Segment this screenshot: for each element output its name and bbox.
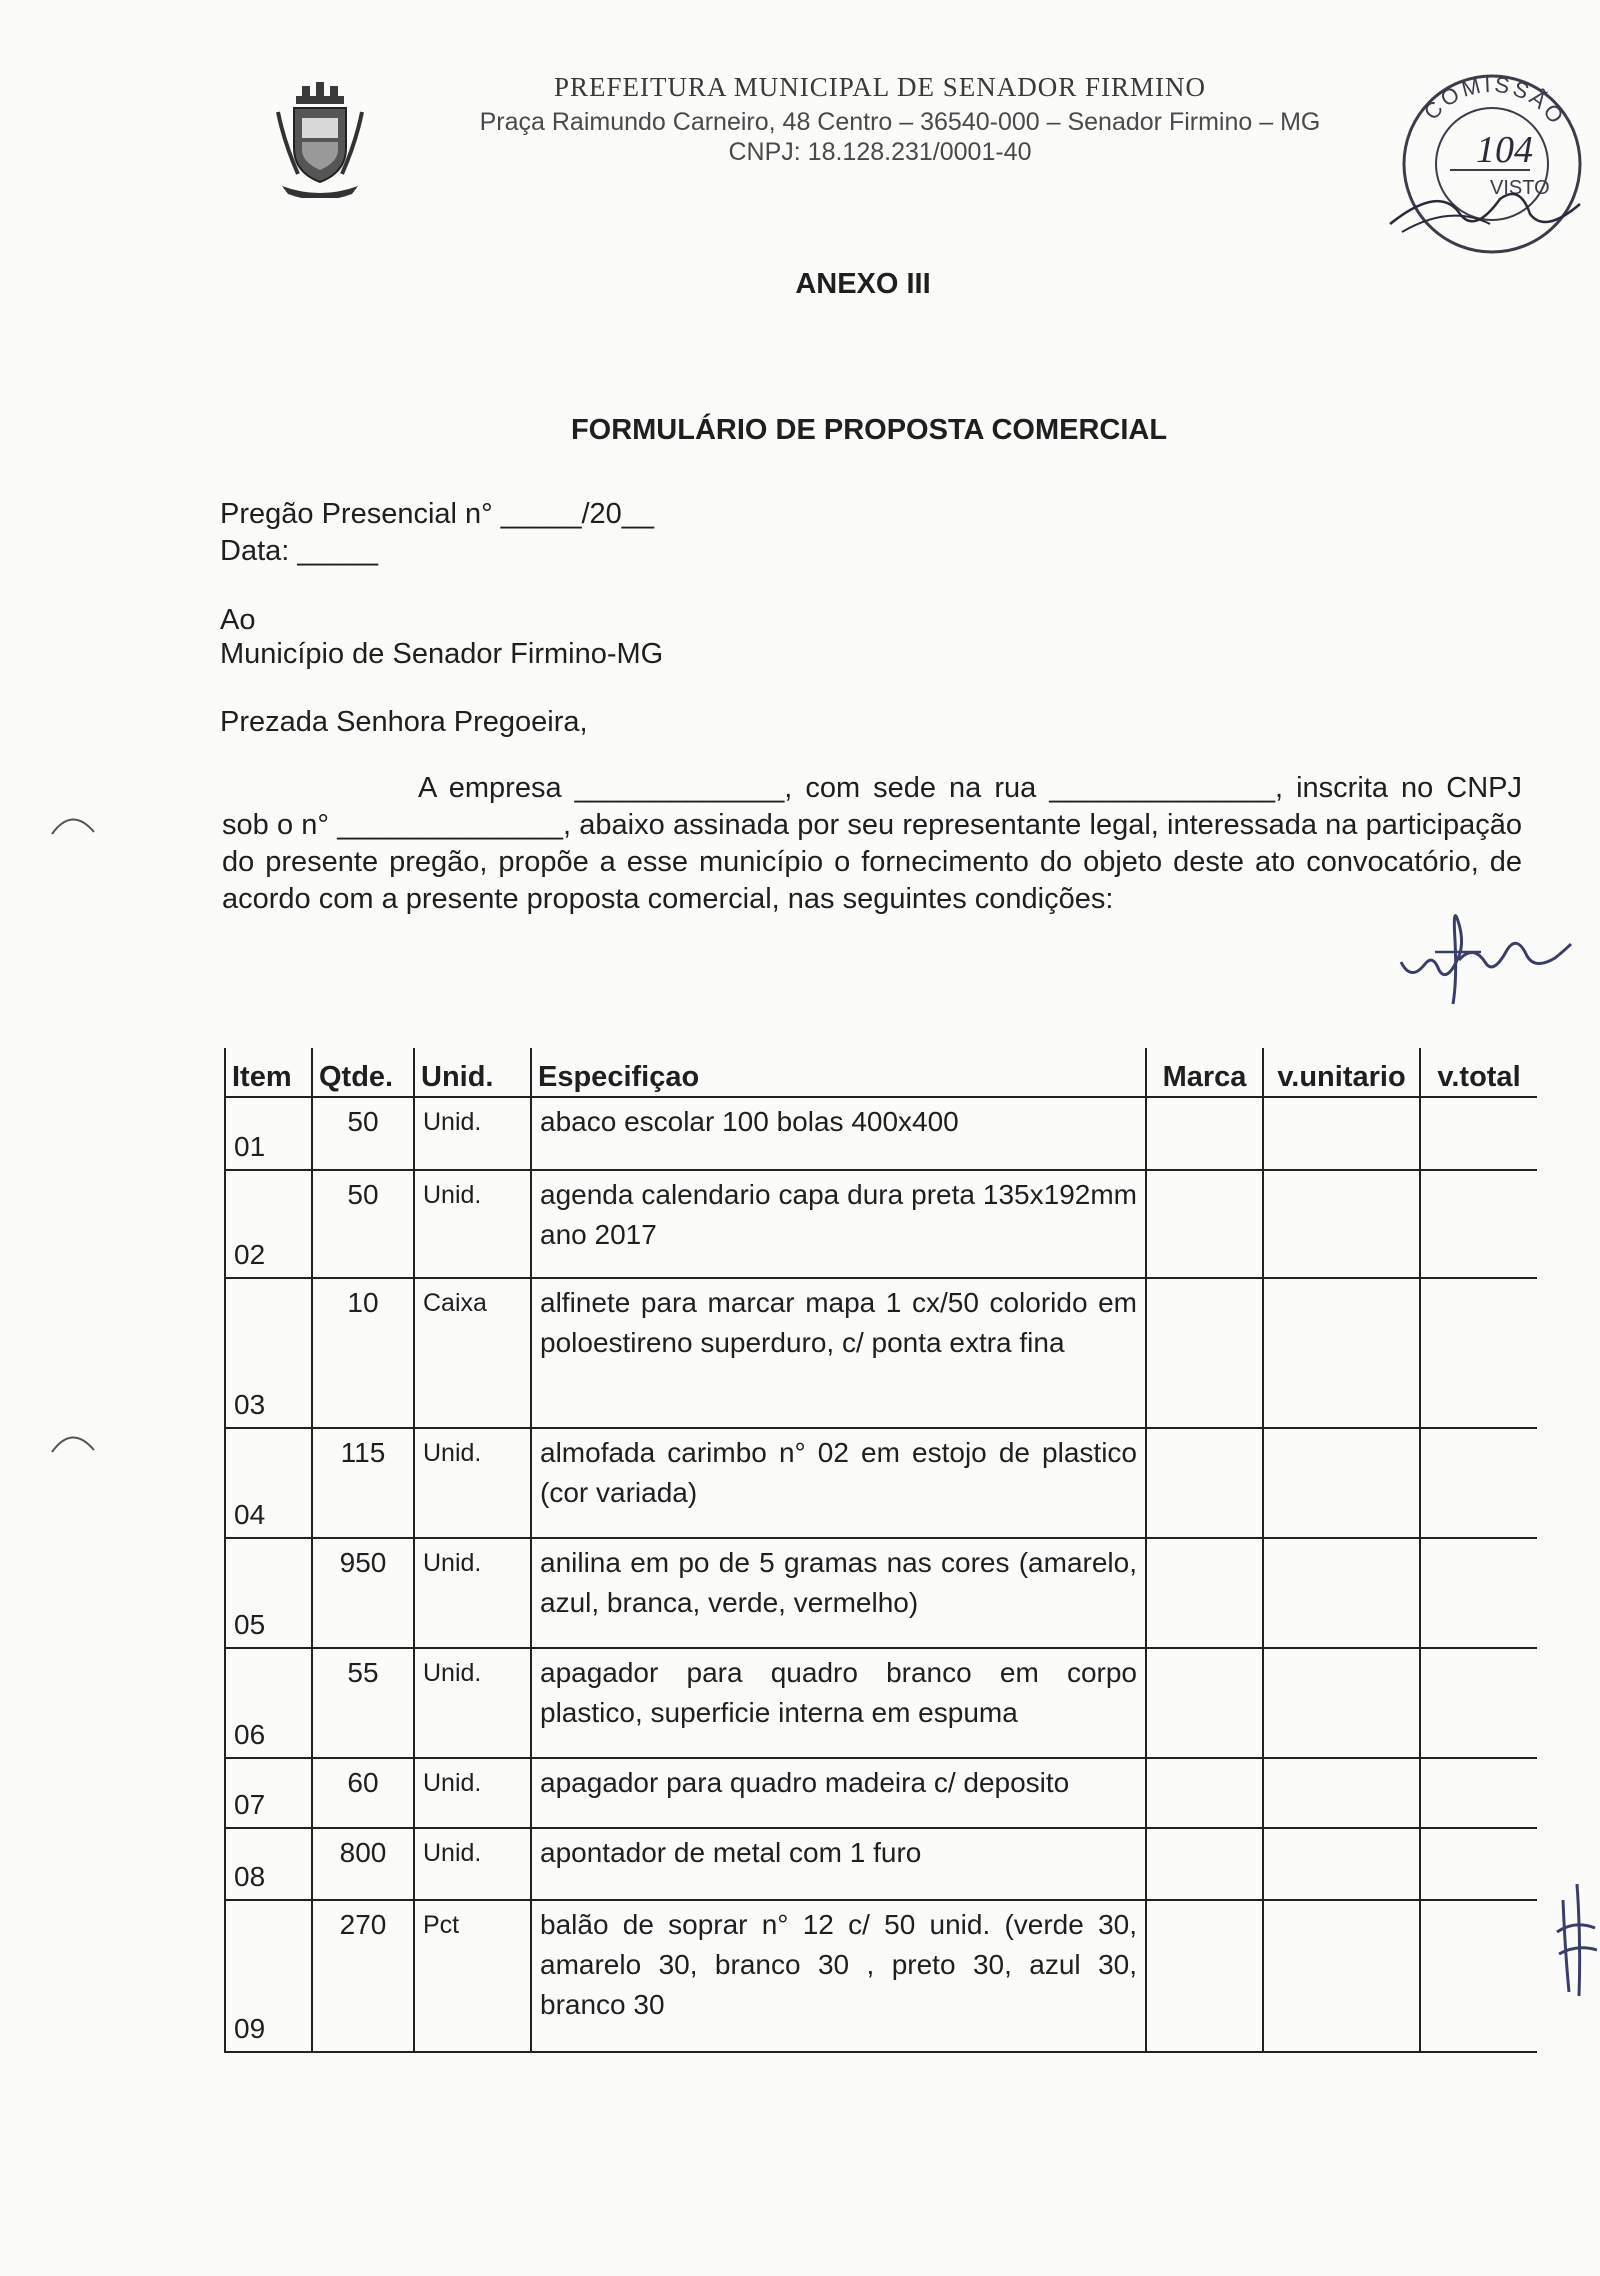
- header-vtotal: v.total: [1420, 1048, 1537, 1097]
- cell-item: 03: [225, 1278, 312, 1428]
- commission-stamp: [1380, 64, 1590, 274]
- cell-spec: agenda calendario capa dura preta 135x192mm ano 2017: [531, 1170, 1146, 1278]
- cell-marca: [1146, 1648, 1263, 1758]
- cell-qtde: 950: [312, 1538, 414, 1648]
- table-row: [225, 1900, 1537, 2052]
- table-row: [225, 1428, 1537, 1538]
- table-row: [225, 1278, 1537, 1428]
- rubric-signature: [1395, 900, 1575, 1010]
- cell-qtde: 55: [312, 1648, 414, 1758]
- municipality-cnpj: CNPJ: 18.128.231/0001-40: [728, 138, 1032, 166]
- municipal-coat-of-arms: [272, 82, 368, 198]
- cell-vunit: [1263, 1170, 1420, 1278]
- header-spec: Especifiçao: [531, 1048, 1146, 1097]
- recipient-line-2: Município de Senador Firmino-MG: [220, 638, 664, 670]
- proposal-table: [224, 1048, 1537, 2053]
- cell-marca: [1146, 1097, 1263, 1170]
- cell-vunit: [1263, 1828, 1420, 1900]
- cell-item: 06: [225, 1648, 312, 1758]
- cell-marca: [1146, 1278, 1263, 1428]
- cell-item: 08: [225, 1828, 312, 1900]
- cell-item: 05: [225, 1538, 312, 1648]
- cell-item: 04: [225, 1428, 312, 1538]
- cell-spec: anilina em po de 5 gramas nas cores (amarelo, azul, branca, verde, vermelho): [531, 1538, 1146, 1648]
- stamp-number: 104: [1476, 129, 1533, 171]
- cell-vunit: [1263, 1900, 1420, 2052]
- cell-vtotal: [1420, 1097, 1537, 1170]
- cell-item: 01: [225, 1097, 312, 1170]
- cell-vtotal: [1420, 1900, 1537, 2052]
- cell-vtotal: [1420, 1170, 1537, 1278]
- cell-vunit: [1263, 1428, 1420, 1538]
- margin-initials: [1555, 1880, 1600, 2000]
- cell-spec: alfinete para marcar mapa 1 cx/50 colorido em poloestireno superduro, c/ ponta extra fina: [531, 1278, 1146, 1428]
- cell-marca: [1146, 1900, 1263, 2052]
- cell-spec: balão de soprar n° 12 c/ 50 unid. (verde 30, amarelo 30, branco 30 , preto 30, azul 30, branco 30: [531, 1900, 1146, 2052]
- table-row: [225, 1758, 1537, 1828]
- annex-title: ANEXO III: [795, 268, 931, 300]
- proposal-body: [222, 770, 1522, 918]
- cell-vunit: [1263, 1758, 1420, 1828]
- cell-spec: apagador para quadro branco em corpo plastico, superficie interna em espuma: [531, 1648, 1146, 1758]
- cell-qtde: 270: [312, 1900, 414, 2052]
- cell-vtotal: [1420, 1828, 1537, 1900]
- cell-item: 02: [225, 1170, 312, 1278]
- cell-marca: [1146, 1758, 1263, 1828]
- stamp-visto: VISTO: [1490, 177, 1550, 199]
- cell-spec: abaco escolar 100 bolas 400x400: [531, 1097, 1146, 1170]
- cell-qtde: 115: [312, 1428, 414, 1538]
- cell-marca: [1146, 1828, 1263, 1900]
- cell-spec: apagador para quadro madeira c/ deposito: [531, 1758, 1146, 1828]
- date-field: Data: _____: [220, 535, 379, 567]
- cell-unid: Unid.: [414, 1758, 531, 1828]
- proposal-body-text: A empresa _____________, com sede na rua ______________, inscrita no CNPJ sob o n° ______________, abaixo assinada por seu representante legal, interessada na participação do presente pregão, propõe a esse município o fornecimento do objeto deste ato convocatório, de acordo com a presente proposta comercial, nas seguintes condições:: [222, 772, 1522, 915]
- cell-qtde: 50: [312, 1170, 414, 1278]
- cell-vunit: [1263, 1097, 1420, 1170]
- cell-vtotal: [1420, 1648, 1537, 1758]
- header-qtde: Qtde.: [312, 1048, 414, 1097]
- header-marca: Marca: [1146, 1048, 1263, 1097]
- header-item: Item: [232, 1061, 292, 1093]
- municipality-name: PREFEITURA MUNICIPAL DE SENADOR FIRMINO: [553, 72, 1207, 102]
- cell-marca: [1146, 1170, 1263, 1278]
- header-vunit: v.unitario: [1263, 1048, 1420, 1097]
- cell-vtotal: [1420, 1428, 1537, 1538]
- cell-unid: Unid.: [414, 1828, 531, 1900]
- margin-mark: [48, 1428, 98, 1458]
- svg-text:COMISSÃO: [1419, 72, 1571, 131]
- stamp-top-text: COMISSÃO: [1418, 71, 1571, 131]
- cell-unid: Unid.: [414, 1097, 531, 1170]
- cell-marca: [1146, 1538, 1263, 1648]
- municipality-address: Praça Raimundo Carneiro, 48 Centro – 36540-000 – Senador Firmino – MG: [479, 108, 1321, 136]
- header-unid: Unid.: [414, 1048, 531, 1097]
- cell-vunit: [1263, 1538, 1420, 1648]
- cell-unid: Caixa: [414, 1278, 531, 1428]
- cell-unid: Unid.: [414, 1538, 531, 1648]
- cell-qtde: 10: [312, 1278, 414, 1428]
- cell-vunit: [1263, 1648, 1420, 1758]
- cell-vunit: [1263, 1278, 1420, 1428]
- cell-vtotal: [1420, 1758, 1537, 1828]
- table-row: [225, 1828, 1537, 1900]
- cell-unid: Unid.: [414, 1428, 531, 1538]
- cell-unid: Unid.: [414, 1648, 531, 1758]
- table-row: [225, 1097, 1537, 1170]
- cell-item: 09: [225, 1900, 312, 2052]
- table-row: [225, 1170, 1537, 1278]
- cell-unid: Unid.: [414, 1170, 531, 1278]
- cell-spec: apontador de metal com 1 furo: [531, 1828, 1146, 1900]
- margin-mark: [48, 810, 98, 840]
- cell-qtde: 50: [312, 1097, 414, 1170]
- cell-unid: Pct: [414, 1900, 531, 2052]
- cell-vtotal: [1420, 1278, 1537, 1428]
- table-row: [225, 1648, 1537, 1758]
- recipient-line-1: Ao: [220, 604, 256, 636]
- cell-qtde: 800: [312, 1828, 414, 1900]
- cell-marca: [1146, 1428, 1263, 1538]
- cell-spec: almofada carimbo n° 02 em estojo de plastico (cor variada): [531, 1428, 1146, 1538]
- table-header-row: [225, 1048, 1537, 1097]
- form-title: FORMULÁRIO DE PROPOSTA COMERCIAL: [570, 414, 1168, 446]
- cell-vtotal: [1420, 1538, 1537, 1648]
- cell-qtde: 60: [312, 1758, 414, 1828]
- cell-item: 07: [225, 1758, 312, 1828]
- pregao-number-field: Pregão Presencial n° _____/20__: [220, 498, 655, 530]
- greeting: Prezada Senhora Pregoeira,: [220, 706, 588, 738]
- table-row: [225, 1538, 1537, 1648]
